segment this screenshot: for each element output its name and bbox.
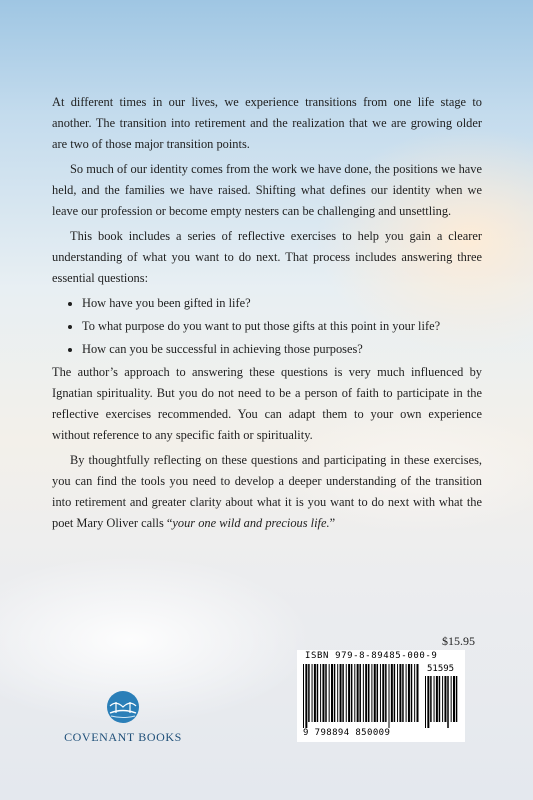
barcode-bar (425, 676, 426, 728)
barcode-bar (359, 664, 361, 722)
barcode-bar (389, 664, 390, 728)
barcode-bar (314, 664, 316, 722)
paragraph-5-text: By thoughtfully reflecting on these questions and participating in these exercises, you can find the tools you need to develop a deeper understanding of the transition into retirement and greater clarity about what it is you want to do next with what the poet Mary Oliver calls “ (52, 453, 482, 530)
barcode-bar (402, 664, 404, 722)
publisher-name: COVENANT BOOKS (64, 730, 182, 744)
blurb-paragraph-5 (52, 450, 482, 534)
barcode-bar (414, 664, 415, 722)
barcode-bar (394, 664, 396, 722)
blurb-paragraph-4: The author’s approach to answering these questions is very much influenced by Ignatian spirituality. But you do not need to be a person of faith to participate in the reflective exercises recommended. You can adapt them to your own experience without reference to any specific faith or spirituality. (52, 365, 482, 442)
barcode-bar (351, 664, 353, 722)
barcode-bar (365, 664, 367, 722)
barcode-bar (322, 664, 324, 722)
blurb-paragraph-2: So much of our identity comes from the work we have done, the positions we have held, and the families we have raised. Shifting what defines our identity when we leave our profession or become empty nesters can be challenging and unsettling. (52, 162, 482, 218)
paragraph-5-closing-quote: ” (329, 516, 336, 530)
barcode-bar (308, 664, 310, 722)
barcode-bar (451, 676, 452, 722)
addon-number: 51595 (427, 664, 455, 674)
barcode-bar (329, 664, 330, 722)
blurb-paragraph-3: This book includes a series of reflective exercises to help you gain a clearer understanding of what you want to do next. That process includes answering three essential questions: (52, 229, 482, 285)
isbn-barcode (297, 650, 465, 742)
barcode-bar (399, 664, 401, 722)
barcode-bar (377, 664, 379, 722)
barcode-bar (303, 664, 304, 728)
publisher-block (58, 690, 188, 745)
barcode-bar (337, 664, 338, 722)
barcode-bar (447, 676, 449, 728)
barcode-bar (391, 664, 393, 722)
ean-barcode-bars (303, 664, 421, 728)
barcode-bar (436, 676, 438, 722)
question-item-1: • How have you been gifted in life? (82, 293, 482, 314)
question-item-2: • To what purpose do you want to put those gifts at this point in your life? (82, 316, 482, 337)
barcode-bar (368, 664, 370, 722)
barcode-bar (406, 664, 407, 722)
barcode-bar (348, 664, 350, 722)
barcode-bar (430, 676, 432, 722)
barcode-bar (340, 664, 342, 722)
barcode-bar (325, 664, 327, 722)
barcode-bar (442, 676, 443, 722)
barcode-bar (312, 664, 313, 722)
barcode-bar (317, 664, 319, 722)
barcode-bar (331, 664, 333, 722)
barcode-bar (342, 664, 344, 722)
questions-list (52, 293, 482, 360)
barcode-bar (434, 676, 435, 722)
price-label: $15.95 (442, 634, 475, 648)
barcode-bar (334, 664, 336, 722)
barcode-bar (357, 664, 359, 722)
barcode-bar (363, 664, 364, 722)
barcode-bar (382, 664, 384, 722)
barcode-bar (411, 664, 413, 722)
barcode-bar (354, 664, 355, 722)
back-cover-blurb (52, 92, 482, 538)
barcode-bar (305, 664, 307, 728)
barcode-bar (456, 676, 458, 722)
barcode-bar (439, 676, 441, 722)
barcode-bar (346, 664, 347, 722)
barcode-bar (444, 676, 446, 722)
barcode-bar (380, 664, 381, 722)
barcode-bar (408, 664, 410, 722)
ean-number: 9 798894 850009 (303, 728, 391, 738)
barcode-bar (374, 664, 376, 722)
mary-oliver-quote: your one wild and precious life. (172, 516, 330, 530)
publisher-logo-icon (106, 690, 140, 724)
barcode-bar (371, 664, 372, 722)
barcode-bar (417, 664, 419, 722)
addon-barcode-bars (425, 676, 459, 728)
isbn-text: ISBN 979-8-89485-000-9 (305, 651, 438, 661)
barcode-bar (453, 676, 455, 722)
blurb-paragraph-1: At different times in our lives, we experience transitions from one life stage to another. The transition into retirement and the realization that we are growing older are two of those major transition points. (52, 95, 482, 151)
barcode-bar (397, 664, 398, 722)
barcode-bar (320, 664, 321, 722)
question-item-3: • How can you be successful in achieving those purposes? (82, 339, 482, 360)
barcode-bar (427, 676, 429, 728)
barcode-bar (385, 664, 387, 722)
